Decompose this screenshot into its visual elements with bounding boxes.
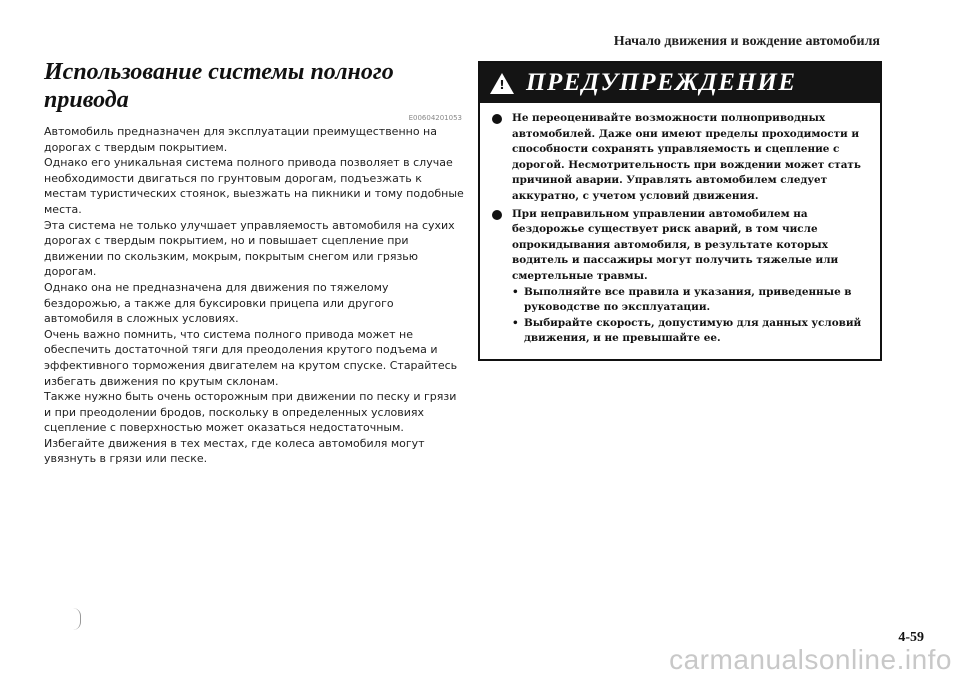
warning-body <box>480 103 880 359</box>
scan-mark <box>72 608 81 630</box>
warning-item-text: При неправильном управлении автомобилем на бездорожье существует риск аварий, в том числе опрокидывания автомобиля, в результате которых водитель и пассажиры могут получить тяжелые или смертельные травмы. <box>512 207 839 282</box>
warning-sublist <box>512 285 870 347</box>
warning-item-text: Не переоценивайте возможности полноприводных автомобилей. Даже они имеют пределы проходимости и способности сохранять управляемость и сцепление с дорогой. Несмотрительность при вождении может стать причиной аварии. Управлять автомобилем следует аккуратно, с учетом условий движения. <box>512 112 861 202</box>
section-title: Использование системы полного привода <box>44 59 394 113</box>
warning-item <box>490 111 870 205</box>
warning-subitem <box>512 285 870 316</box>
paragraph-6: Также нужно быть очень осторожным при движении по песку и грязи и при преодолении бродов, поскольку в определенных условиях сцепление с поверхностью может оказаться недостаточным. <box>44 390 457 435</box>
warning-box <box>478 61 882 361</box>
section-code: E00604201053 <box>408 114 462 122</box>
paragraph-4: Однако она не предназначена для движения по тяжелому бездорожью, а также для буксировки прицепа или другого автомобиля в сложных условиях. <box>44 280 394 326</box>
watermark: carmanualsonline.info <box>669 644 952 675</box>
paragraph-5: Очень важно помнить, что система полного привода может не обеспечить достаточной тяги для преодоления крутого подъема и эффективного торможения двигателем на крутом спуске. Старайтесь избегать движения по крутым склонам. <box>44 327 458 388</box>
warning-item <box>490 207 870 347</box>
warning-subitem <box>512 316 870 347</box>
warning-header <box>480 63 880 103</box>
paragraph-3: Эта система не только улучшает управляемость автомобиля на сухих дорогах с твердым покрытием, но и повышает сцепление при движении по скользким, мокрым, покрытым снегом или грязью дорогам. <box>44 218 455 279</box>
warning-subitem-text: Выполняйте все правила и указания, приведенные в руководстве по эксплуатации. <box>524 285 852 314</box>
warning-triangle-icon <box>490 73 514 94</box>
bullet-dot-icon <box>492 210 502 220</box>
bullet-icon: • <box>512 285 519 298</box>
page-number: 4-59 <box>898 630 924 645</box>
paragraph-1: Автомобиль предназначен для эксплуатации преимущественно на дорогах с твердым покрытием. <box>44 125 437 154</box>
paragraph-2: Однако его уникальная система полного привода позволяет в случае необходимости двигаться по грунтовым дорогам, подъезжать к местам туристических стоянок, выезжать на пикники и тому подобные места. <box>44 156 464 216</box>
warning-subitem-text: Выбирайте скорость, допустимую для данных условий движения, и не превышайте ее. <box>524 316 862 345</box>
section-content <box>44 58 464 467</box>
bullet-dot-icon <box>492 114 502 124</box>
warning-exclamation: ! <box>499 77 505 92</box>
page-header-title: Начало движения и вождение автомобиля <box>613 34 880 49</box>
bullet-icon: • <box>512 316 519 329</box>
paragraph-7: Избегайте движения в тех местах, где колеса автомобиля могут увязнуть в грязи или песке. <box>44 436 425 466</box>
warning-title: ПРЕДУПРЕЖДЕНИЕ <box>526 69 797 96</box>
